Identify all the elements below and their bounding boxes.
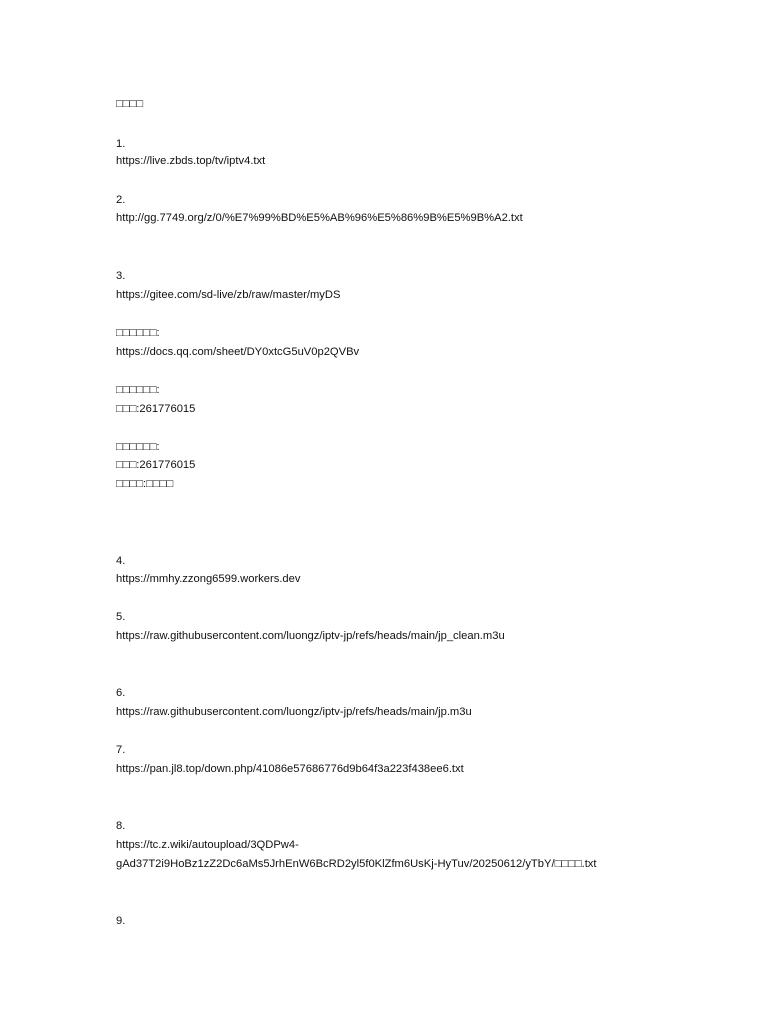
item-number-3: 3. (116, 270, 126, 282)
item-number-4: 4. (116, 555, 126, 567)
item-number-9: 9. (116, 915, 126, 927)
url-1[interactable]: https://live.zbds.top/tv/iptv4.txt (116, 155, 266, 167)
contact-line: □□□:261776015 (116, 403, 196, 415)
contact-line: □□□□:□□□□ (116, 478, 174, 490)
item-number-7: 7. (116, 744, 126, 756)
url-3[interactable]: https://gitee.com/sd-live/zb/raw/master/myDS (116, 289, 341, 301)
document-heading: □□□□ (116, 98, 144, 110)
url-4[interactable]: https://mmhy.zzong6599.workers.dev (116, 573, 301, 585)
url-8-part-1[interactable]: https://tc.z.wiki/autoupload/3QDPw4- (116, 839, 299, 851)
item-number-6: 6. (116, 687, 126, 699)
item-number-2: 2. (116, 194, 126, 206)
url-2[interactable]: http://gg.7749.org/z/0/%E7%99%BD%E5%AB%96%E5%86%9B%E5%9B%A2.txt (116, 212, 523, 224)
caption-line: □□□□□□: (116, 384, 160, 396)
url-5[interactable]: https://raw.githubusercontent.com/luongz/iptv-jp/refs/heads/main/jp_clean.m3u (116, 630, 505, 642)
url-8-part-2[interactable]: gAd37T2i9HoBz1zZ2Dc6aMs5JrhEnW6BcRD2yl5f0KlZfm6UsKj-HyTuv/20250612/yTbY/□□□□.txt (116, 858, 597, 870)
item-number-1: 1. (116, 138, 126, 150)
url-6[interactable]: https://raw.githubusercontent.com/luongz/iptv-jp/refs/heads/main/jp.m3u (116, 706, 472, 718)
caption-line: □□□□□□: (116, 441, 160, 453)
item-number-8: 8. (116, 820, 126, 832)
url-7[interactable]: https://pan.jl8.top/down.php/41086e57686776d9b64f3a223f438ee6.txt (116, 763, 464, 775)
url-3-docs[interactable]: https://docs.qq.com/sheet/DY0xtcG5uV0p2QVBv (116, 346, 360, 358)
contact-line: □□□:261776015 (116, 459, 196, 471)
caption-line: □□□□□□: (116, 327, 160, 339)
item-number-5: 5. (116, 611, 126, 623)
